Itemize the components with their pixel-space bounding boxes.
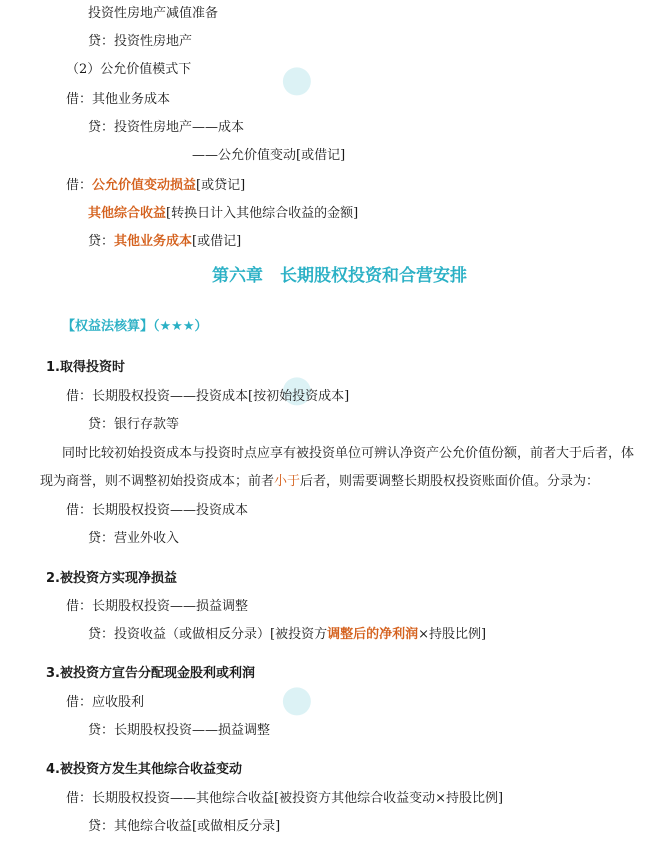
entry-line [88, 626, 486, 644]
entry-line [88, 205, 358, 223]
item-title: 1.取得投资时 [46, 360, 125, 375]
entry-prefix: 借： [66, 178, 93, 193]
entry-note: [转换日计入其他综合收益的金额] [166, 206, 359, 221]
entry-line: 借：应收股利 [66, 695, 145, 710]
entry-note: [或借记] [192, 234, 242, 249]
highlight-text: 其他业务成本 [114, 234, 193, 249]
entry-line: 借：长期股权投资——投资成本[按初始投资成本] [66, 389, 350, 404]
paragraph-text: 现为商誉，则不调整初始投资成本；前者 [40, 474, 275, 489]
watermark-logo [270, 594, 407, 731]
entry-line: 借：其他业务成本 [66, 92, 171, 107]
item-title: 3.被投资方宣告分配现金股利或利润 [46, 666, 255, 681]
entry-line: 贷：投资性房地产 [88, 34, 193, 49]
entry-prefix: 贷： [88, 234, 115, 249]
subheading: （2）公允价值模式下 [66, 62, 192, 77]
entry-line: 投资性房地产减值准备 [88, 6, 219, 21]
entry-line: 贷：营业外收入 [88, 531, 180, 546]
entry-line: 贷：投资性房地产——成本 [88, 120, 245, 135]
watermark-logo [270, 0, 407, 111]
highlight-text: 调整后的净利润 [327, 627, 419, 642]
entry-line: 贷：银行存款等 [88, 417, 180, 432]
highlight-text: 小于 [274, 474, 301, 489]
entry-line [88, 233, 241, 251]
highlight-text: 公允价值变动损益 [92, 178, 197, 193]
entry-text: 贷：投资收益（或做相反分录）[被投资方 [88, 627, 328, 642]
paragraph-text: 后者，则需要调整长期股权投资账面价值。分录为： [300, 474, 600, 489]
watermark-logo-icon [270, 0, 404, 108]
entry-line: 借：长期股权投资——投资成本 [66, 503, 249, 518]
entry-line: 借：长期股权投资——损益调整 [66, 599, 249, 614]
section-heading [62, 318, 207, 336]
paragraph-line: 同时比较初始投资成本与投资时点应享有被投资单位可辨认净资产公允价值份额，前者大于后者，体 [62, 446, 635, 461]
watermark-logo-icon [270, 594, 404, 728]
entry-line: 借：长期股权投资——其他综合收益[被投资方其他综合收益变动×持股比例] [66, 791, 504, 806]
entry-note: [或贷记] [196, 178, 246, 193]
item-title: 2.被投资方实现净损益 [46, 571, 177, 586]
paragraph-line [40, 473, 599, 491]
entry-line [66, 177, 245, 195]
item-title: 4.被投资方发生其他综合收益变动 [46, 762, 242, 777]
entry-line: 贷：其他综合收益[或做相反分录] [88, 819, 281, 834]
entry-line: ——公允价值变动[或借记] [192, 148, 346, 163]
entry-line: 贷：长期股权投资——损益调整 [88, 723, 271, 738]
section-stars: （★★★） [153, 319, 208, 334]
highlight-text: 其他综合收益 [88, 206, 167, 221]
chapter-title: 第六章 长期股权投资和合营安排 [212, 266, 467, 286]
entry-text: ×持股比例] [418, 627, 487, 642]
section-tag: 【权益法核算】 [62, 319, 154, 334]
